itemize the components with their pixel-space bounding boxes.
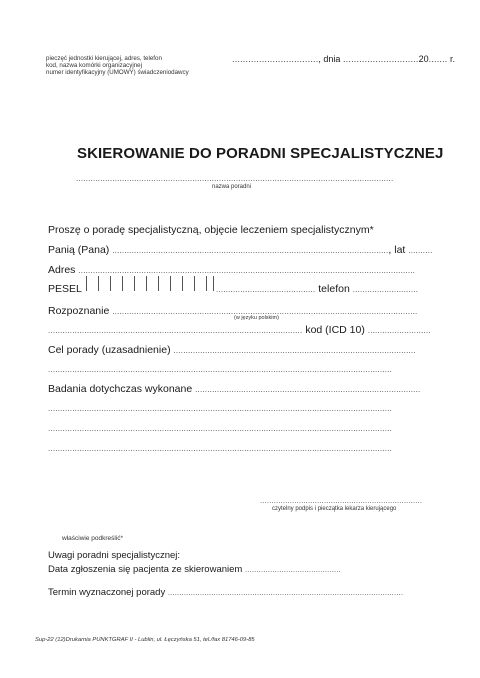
tests-line [48,383,420,395]
tests-field-3[interactable]: .............................................................................................................................................. [48,424,393,433]
year-prefix: 20 [418,54,429,64]
request-line: Proszę o poradę specjalistyczną, objęcie leczeniem specjalistycznym* [48,224,374,236]
address-label: Adres [48,264,76,276]
stamp-caption-1: pieczęć jednostki kierującej, adres, telefon [46,55,162,62]
purpose-label: Cel porady (uzasadnienie) [48,344,171,356]
tests-field-4[interactable]: .............................................................................................................................................. [48,444,393,453]
purpose-line [48,344,416,356]
icd-label: kod (ICD 10) [305,324,365,336]
address-line [48,264,415,276]
address-field[interactable]: ........................................................................................................................................... [78,266,416,275]
footnote: właściwie podkreślić* [62,535,124,542]
pesel-boxes[interactable] [86,276,214,291]
date-field[interactable]: ............................ [342,54,419,64]
pesel-digit-box[interactable] [146,276,156,291]
date-label: , dnia [318,54,341,64]
patient-name-field[interactable]: .................................................................................................................. [112,246,389,255]
pesel-digit-box[interactable] [194,276,204,291]
pesel-digit-box[interactable] [110,276,120,291]
tests-label: Badania dotychczas wykonane [48,383,193,395]
clinic-notes-label: Uwagi poradni specjalistycznej: [48,550,181,561]
place-date-line [232,54,455,64]
pesel-label: PESEL [48,283,82,295]
pesel-digit-box[interactable] [134,276,144,291]
phone-line [216,283,418,295]
document-title: SKIEROWANIE DO PORADNI SPECJALISTYCZNEJ [77,145,444,162]
purpose-field[interactable]: .................................................................................................... [173,346,416,355]
diagnosis-field-2[interactable]: ......................................................................................................... [48,326,303,335]
arrival-date-field[interactable]: .......................................... [244,565,341,574]
appointment-term-line [48,587,403,598]
age-label: , lat [388,244,406,256]
pesel-digit-box[interactable] [170,276,180,291]
year-suffix: r. [450,54,456,64]
diagnosis-field[interactable]: .............................................................................................................................. [112,307,418,316]
stamp-caption-2: kod, nazwa komórki organizacyjnej [46,62,142,69]
arrival-date-label: Data zgłoszenia się pacjenta ze skierowaniem [48,564,243,575]
clinic-name-caption: nazwa poradni [212,184,252,190]
purpose-field-2[interactable]: .............................................................................................................................................. [48,365,393,374]
place-field[interactable]: ................................ [232,54,319,64]
printer-imprint: Sup-22 (12)Drukarnia PUNKTGRAF II - Lublin, ul. Łęczyńska 51, tel./fax 81746-09-85 [35,637,255,643]
signature-field[interactable]: ....................................................................... [260,496,423,505]
phone-label: telefon [318,283,350,295]
stamp-caption-3: numer identyfikacyjny (UMOWY) świadczeniodawcy [46,69,189,76]
clinic-name-field[interactable]: ................................................................................................................................... [76,174,394,183]
arrival-date-line [48,564,341,575]
signature-caption: czytelny podpis i pieczątka lekarza kierującego [272,506,397,512]
appointment-term-field[interactable]: ....................................................................................................... [167,588,404,597]
pesel-box-end [213,276,214,291]
age-field[interactable]: .......... [408,246,433,255]
icd-field[interactable]: .......................... [367,326,431,335]
tests-field[interactable]: ............................................................................................. [195,385,421,394]
pesel-digit-box[interactable] [158,276,168,291]
diagnosis-caption: (w języku polskim) [234,315,279,321]
icd-line [48,324,431,336]
appointment-term-label: Termin wyznaczonej porady [48,587,166,598]
tests-field-2[interactable]: .............................................................................................................................................. [48,404,393,413]
pesel-digit-box[interactable] [122,276,132,291]
pesel-digit-box[interactable] [182,276,192,291]
pesel-digit-box[interactable] [86,276,96,291]
diagnosis-label: Rozpoznanie [48,305,110,317]
patient-label: Panią (Pana) [48,244,110,256]
phone-field[interactable]: ........................... [352,285,419,294]
year-field[interactable]: ....... [428,54,448,64]
patient-line [48,244,433,256]
diagnosis-line [48,305,417,317]
pesel-digit-box[interactable] [98,276,108,291]
pesel-after-field[interactable]: ......................................... [216,285,316,294]
